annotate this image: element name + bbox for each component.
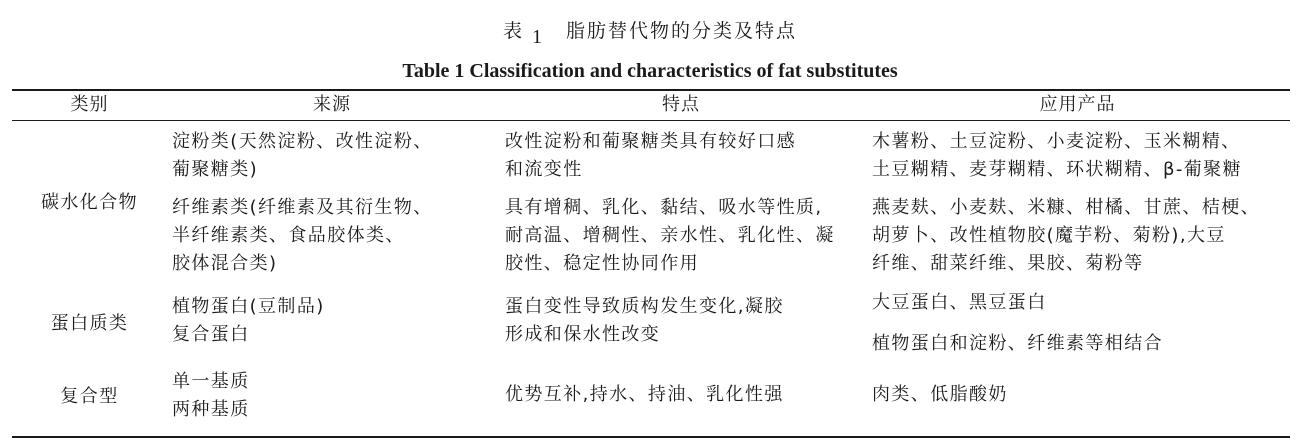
products-starch bbox=[872, 128, 1242, 184]
features-line: 形成和保水性改变 bbox=[505, 324, 661, 345]
header-features: 特点 bbox=[662, 94, 700, 115]
source-composite bbox=[172, 368, 250, 424]
source-line: 纤维素类(纤维素及其衍生物、 bbox=[172, 197, 433, 218]
products-fiber bbox=[872, 194, 1260, 278]
category-protein: 蛋白质类 bbox=[50, 313, 129, 334]
category-carbohydrate: 碳水化合物 bbox=[41, 192, 138, 213]
features-line: 和流变性 bbox=[505, 159, 583, 180]
table-caption-chinese bbox=[0, 16, 1300, 48]
features-line: 耐高温、增稠性、亲水性、乳化性、凝 bbox=[505, 225, 835, 246]
products-protein-2: 植物蛋白和淀粉、纤维素等相结合 bbox=[872, 333, 1163, 354]
features-line: 胶性、稳定性协同作用 bbox=[505, 253, 699, 274]
header-category: 类别 bbox=[70, 94, 109, 115]
source-line: 淀粉类(天然淀粉、改性淀粉、 bbox=[172, 131, 433, 152]
header-source: 来源 bbox=[313, 94, 351, 115]
source-line: 葡聚糖类) bbox=[172, 159, 259, 180]
table-top-rule bbox=[12, 89, 1290, 91]
source-line: 植物蛋白(豆制品) bbox=[172, 296, 325, 317]
products-composite: 肉类、低脂酸奶 bbox=[872, 384, 1008, 405]
source-line: 两种基质 bbox=[172, 399, 250, 420]
source-line: 复合蛋白 bbox=[172, 324, 250, 345]
source-protein bbox=[172, 293, 325, 349]
table-caption-english: Table 1 Classification and characteristics of fat substitutes bbox=[402, 60, 898, 82]
features-line: 具有增稠、乳化、黏结、吸水等性质, bbox=[505, 197, 823, 218]
source-fiber bbox=[172, 194, 433, 278]
features-line: 改性淀粉和葡聚糖类具有较好口感 bbox=[505, 131, 796, 152]
features-line: 蛋白变性导致质构发生变化,凝胶 bbox=[505, 296, 784, 317]
caption-number: 1 bbox=[532, 26, 544, 48]
caption-prefix: 表 bbox=[502, 20, 524, 42]
source-starch bbox=[172, 128, 433, 184]
features-starch bbox=[505, 128, 796, 184]
features-fiber bbox=[505, 194, 835, 278]
source-line: 单一基质 bbox=[172, 371, 250, 392]
header-products: 应用产品 bbox=[1039, 94, 1116, 115]
products-line: 木薯粉、土豆淀粉、小麦淀粉、玉米糊精、 bbox=[872, 131, 1241, 152]
caption-title: 脂肪替代物的分类及特点 bbox=[566, 20, 798, 42]
products-line: 燕麦麸、小麦麸、米糠、柑橘、甘蔗、桔梗、 bbox=[872, 197, 1260, 218]
source-line: 胶体混合类) bbox=[172, 253, 278, 274]
category-composite: 复合型 bbox=[60, 386, 119, 407]
products-protein-1: 大豆蛋白、黑豆蛋白 bbox=[872, 292, 1047, 313]
products-line: 纤维、甜菜纤维、果胶、菊粉等 bbox=[872, 253, 1144, 274]
table-header-rule bbox=[12, 120, 1290, 121]
products-line: 胡萝卜、改性植物胶(魔芋粉、菊粉),大豆 bbox=[872, 225, 1226, 246]
source-line: 半纤维素类、食品胶体类、 bbox=[172, 225, 405, 246]
features-composite: 优势互补,持水、持油、乳化性强 bbox=[505, 384, 784, 405]
products-line: 土豆糊精、麦芽糊精、环状糊精、β-葡聚糖 bbox=[872, 159, 1242, 180]
features-protein bbox=[505, 293, 784, 349]
table-bottom-rule bbox=[12, 436, 1290, 438]
